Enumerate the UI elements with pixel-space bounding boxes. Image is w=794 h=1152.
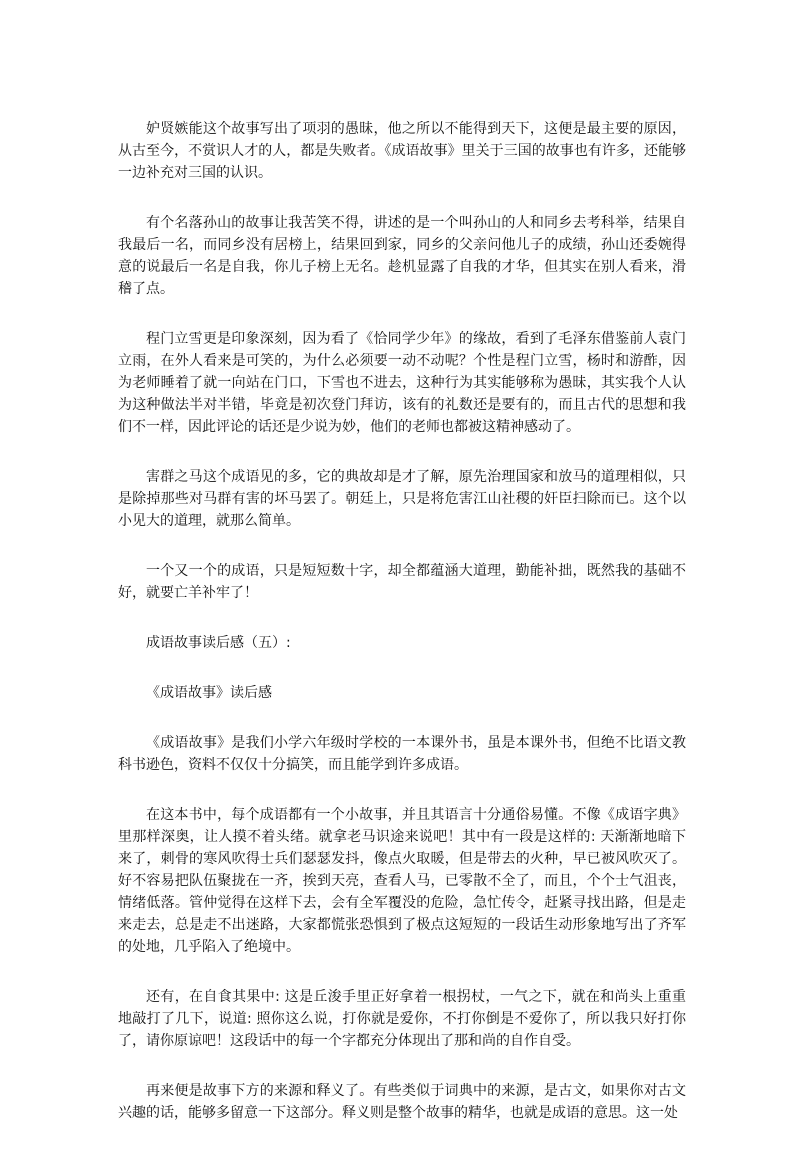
paragraph-4: 害群之马这个成语见的多，它的典故却是才了解，原先治理国家和放马的道理相似，只是除掉那些对马群有害的坏马罢了。朝廷上，只是将危害江山社稷的奸臣扫除而已。这个以小见大的道理，就那么简单。	[118, 469, 686, 529]
paragraph-6: 《成语故事》是我们小学六年级时学校的一本课外书，虽是本课外书，但绝不比语文教科书逊色，资料不仅仅十分搞笑，而且能学到许多成语。	[118, 735, 686, 773]
paragraph-8: 还有，在自食其果中: 这是丘浚手里正好拿着一根拐杖，一气之下，就在和尚头上重重地敲打了几下，说道: 照你这么说，打你就是爱你，不打你倒是不爱你了，所以我只好打你了，请你原谅吧！这段话中的每一个字都充分体现出了那和尚的自作自受。	[118, 989, 686, 1049]
paragraph-1: 妒贤嫉能这个故事写出了项羽的愚昧，他之所以不能得到天下，这便是最主要的原因，从古至今，不赏识人才的人，都是失败者。《成语故事》里关于三国的故事也有许多，还能够一边补充对三国的认识。	[118, 121, 686, 181]
paragraph-9: 再来便是故事下方的来源和释义了。有些类似于词典中的来源，是古文，如果你对古文兴趣的话，能够多留意一下这部分。释义则是整个故事的精华，也就是成语的意思。这一处	[118, 1083, 686, 1121]
paragraph-5: 一个又一个的成语，只是短短数十字，却全都蕴涵大道理，勤能补拙，既然我的基础不好，就要亡羊补牢了！	[118, 563, 686, 601]
paragraph-7: 在这本书中，每个成语都有一个小故事，并且其语言十分通俗易懂。不像《成语字典》里那样深奥，让人摸不着头绪。就拿老马识途来说吧！其中有一段是这样的: 天渐渐地暗下来了，刺骨的寒风吹得士兵们瑟瑟发抖，像点火取暖，但是带去的火种，早已被风吹灭了。好不容易把队伍聚拢在一齐，挨到天亮，查看人马，已零散不全了，而且，个个士气沮丧，情绪低落。管仲觉得在这样下去，会有全军覆没的危险，急忙传令，赶紧寻找出路，但是走来走去，总是走不出迷路，大家都慌张恐惧到了极点这短短的一段话生动形象地写出了齐军的处地，几乎陷入了绝境中。	[118, 807, 686, 955]
section-heading: 成语故事读后感（五）:	[146, 635, 291, 651]
paragraph-2: 有个名落孙山的故事让我苦笑不得，讲述的是一个叫孙山的人和同乡去考科举，结果自我最后一名，而同乡没有居榜上，结果回到家，同乡的父亲问他儿子的成绩，孙山还委婉得意的说最后一名是自我，你儿子榜上无名。趁机显露了自我的才华，但其实在别人看来，滑稽了点。	[118, 215, 686, 297]
section-title: 《成语故事》读后感	[146, 685, 272, 701]
document-page	[118, 118, 686, 1152]
paragraph-3: 程门立雪更是印象深刻，因为看了《恰同学少年》的缘故，看到了毛泽东借鉴前人袁门立雨，在外人看来是可笑的，为什么必须要一动不动呢？个性是程门立雪，杨时和游酢，因为老师睡着了就一向站在门口，下雪也不进去，这种行为其实能够称为愚昧，其实我个人认为这种做法半对半错，毕竟是初次登门拜访，该有的礼数还是要有的，而且古代的思想和我们不一样，因此评论的话还是少说为妙，他们的老师也都被这精神感动了。	[118, 331, 686, 435]
